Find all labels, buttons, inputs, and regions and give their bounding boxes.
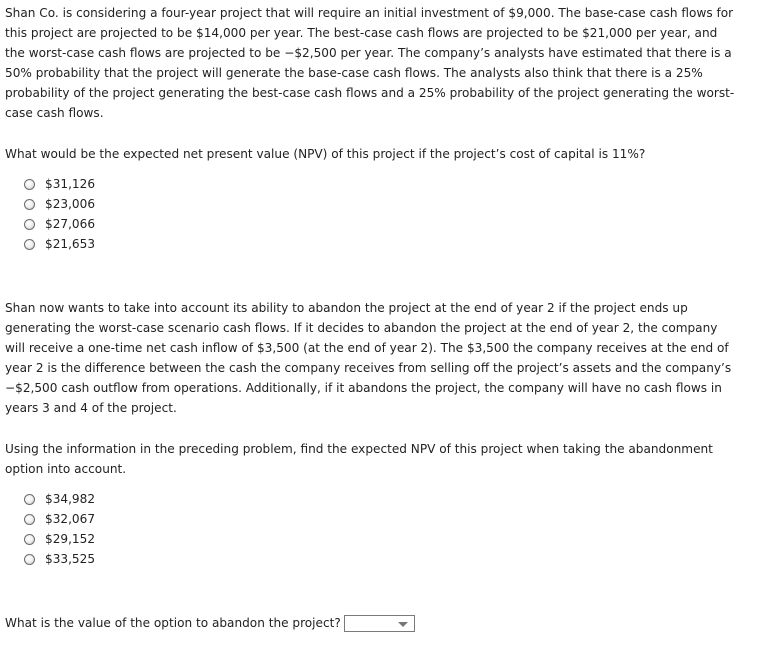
radio-button-icon[interactable]: [24, 199, 35, 210]
option-label: $27,066: [45, 217, 96, 231]
radio-button-icon[interactable]: [24, 179, 35, 190]
radio-button-icon[interactable]: [24, 554, 35, 565]
problem2-paragraph: Shan now wants to take into account its ability to abandon the project at the end of year 2 if the project ends up generating the worst-case scenario cash flows. If it decides to abandon the project at the end of year 2, the company will receive a one-time net cash inflow of $3,500 (at the end of year 2). The $3,500 the company receives at the end of year 2 is the difference between the cash the company receives from selling off the project’s assets and the company’s −$2,500 cash outflow from operations. Additionally, if it abandons the project, the company will have no cash flows in years 3 and 4 of the project.: [5, 301, 732, 415]
problem1-option-3[interactable]: [24, 214, 95, 234]
radio-button-icon[interactable]: [24, 514, 35, 525]
problem2-option-3[interactable]: [24, 529, 95, 549]
abandon-option-value-dropdown[interactable]: [344, 615, 415, 632]
problem2-options: [24, 489, 95, 569]
option-label: $32,067: [45, 512, 96, 526]
option-label: $34,982: [45, 492, 96, 506]
radio-button-icon[interactable]: [24, 534, 35, 545]
radio-button-icon[interactable]: [24, 219, 35, 230]
problem1-options: [24, 174, 95, 254]
problem2-option-1[interactable]: [24, 489, 95, 509]
problem1-option-1[interactable]: [24, 174, 95, 194]
problem3-row: [5, 613, 415, 633]
chevron-down-icon: [398, 622, 408, 627]
problem3-question: What is the value of the option to abandon the project?: [5, 616, 341, 630]
problem2-option-2[interactable]: [24, 509, 95, 529]
problem1-option-2[interactable]: [24, 194, 95, 214]
problem2-question: Using the information in the preceding problem, find the expected NPV of this project when taking the abandonment option into account.: [5, 442, 713, 476]
radio-button-icon[interactable]: [24, 494, 35, 505]
problem1-question: What would be the expected net present value (NPV) of this project if the project’s cost of capital is 11%?: [5, 147, 646, 161]
problem2-option-4[interactable]: [24, 549, 95, 569]
problem1-paragraph: Shan Co. is considering a four-year project that will require an initial investment of $9,000. The base-case cash flows for this project are projected to be $14,000 per year. The best-case cash flows are projected to be $21,000 per year, and the worst-case cash flows are projected to be −$2,500 per year. The company’s analysts have estimated that there is a 50% probability that the project will generate the base-case cash flows. The analysts also think that there is a 25% probability of the project generating the best-case cash flows and a 25% probability of the project generating the worst-case cash flows.: [5, 6, 735, 120]
problem1-option-4[interactable]: [24, 234, 95, 254]
option-label: $29,152: [45, 532, 96, 546]
option-label: $31,126: [45, 177, 96, 191]
option-label: $21,653: [45, 237, 96, 251]
option-label: $23,006: [45, 197, 96, 211]
option-label: $33,525: [45, 552, 96, 566]
radio-button-icon[interactable]: [24, 239, 35, 250]
